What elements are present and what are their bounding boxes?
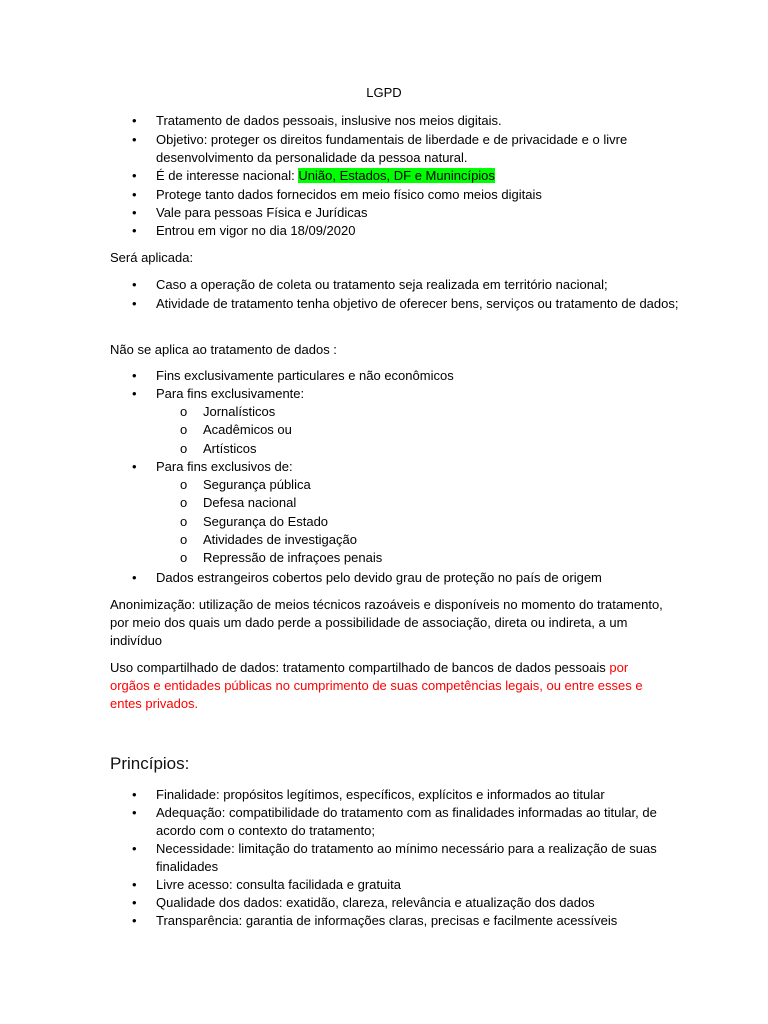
section-heading: Não se aplica ao tratamento de dados : bbox=[110, 342, 337, 357]
list-item: • Necessidade: limitação do tratamento ao mínimo necessário para a realização de suas finalidades bbox=[132, 840, 686, 876]
list-item: • Caso a operação de coleta ou tratamento seja realizada em território nacional; bbox=[132, 276, 686, 294]
section-heading: Será aplicada: bbox=[110, 250, 194, 265]
uso-compartilhado-paragraph bbox=[110, 659, 670, 713]
principios-heading: Princípios: bbox=[110, 754, 190, 773]
page-title: LGPD bbox=[366, 85, 402, 100]
list-item: • Atividade de tratamento tenha objetivo de oferecer bens, serviços ou tratamento de dados; bbox=[132, 295, 686, 313]
list-item: • Entrou em vigor no dia 18/09/2020 bbox=[132, 222, 686, 240]
anonimizacao-paragraph: Anonimização: utilização de meios técnicos razoáveis e disponíveis no momento do tratamento, por meio dos quais um dado perde a possibilidade de associação, direta ou indireta, a um indivíduo bbox=[110, 597, 663, 648]
list-item: • Fins exclusivamente particulares e não econômicos bbox=[132, 367, 686, 385]
list-item: • Vale para pessoas Física e Jurídicas bbox=[132, 204, 686, 222]
uso-text: Uso compartilhado de dados: tratamento compartilhado de bancos de dados pessoais bbox=[110, 660, 610, 675]
list-item: • Transparência: garantia de informações claras, precisas e facilmente acessíveis bbox=[132, 912, 686, 930]
sub-list-item: o Defesa nacional bbox=[180, 494, 296, 512]
sub-list-item: o Jornalísticos bbox=[180, 403, 275, 421]
list-item: • Protege tanto dados fornecidos em meio físico como meios digitais bbox=[132, 186, 686, 204]
list-item: • Livre acesso: consulta facilidada e gratuita bbox=[132, 876, 686, 894]
list-item: • Para fins exclusivamente: bbox=[132, 385, 686, 403]
list-item: • Objetivo: proteger os direitos fundamentais de liberdade e de privacidade e o livre desenvolvimento da personalidade da pessoa natural. bbox=[132, 131, 686, 167]
uso-red-text: por orgãos e entidades públicas no cumprimento de suas competências legais, ou entre esses e entes privados. bbox=[110, 660, 643, 711]
sub-list-item: o Artísticos bbox=[180, 440, 256, 458]
list-item-text: É de interesse nacional: bbox=[156, 168, 299, 183]
list-item: • Dados estrangeiros cobertos pelo devido grau de proteção no país de origem bbox=[132, 569, 686, 587]
sub-list-item: o Acadêmicos ou bbox=[180, 421, 292, 439]
sub-list-item: o Repressão de infraçoes penais bbox=[180, 549, 382, 567]
list-item: • Qualidade dos dados: exatidão, clareza, relevância e atualização dos dados bbox=[132, 894, 686, 912]
list-item: • Adequação: compatibilidade do tratamento com as finalidades informadas ao titular, de acordo com o contexto do tratamento; bbox=[132, 804, 686, 840]
sub-list-item: o Atividades de investigação bbox=[180, 531, 357, 549]
highlighted-text: União, Estados, DF e Munincípios bbox=[298, 168, 495, 183]
sub-list-item: o Segurança pública bbox=[180, 476, 311, 494]
list-item: • Para fins exclusivos de: bbox=[132, 458, 686, 476]
list-item: • Tratamento de dados pessoais, inslusive nos meios digitais. bbox=[132, 112, 686, 130]
sub-list-item: o Segurança do Estado bbox=[180, 513, 328, 531]
list-item: • Finalidade: propósitos legítimos, específicos, explícitos e informados ao titular bbox=[132, 786, 686, 804]
list-item bbox=[132, 167, 686, 185]
